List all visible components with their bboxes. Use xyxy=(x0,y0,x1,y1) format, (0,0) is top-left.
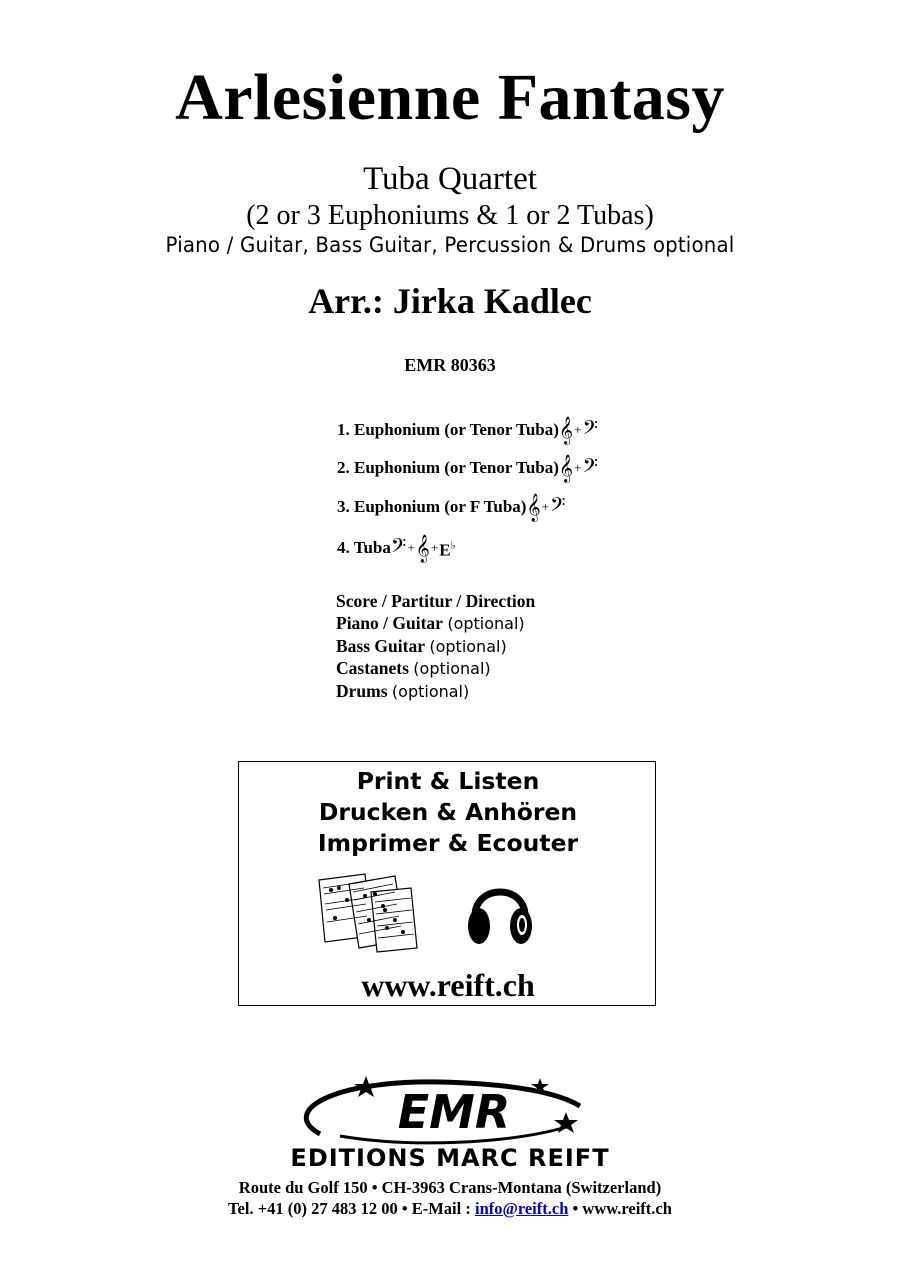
part-label: 2. Euphonium (or Tenor Tuba) xyxy=(337,458,559,477)
treble-clef-icon: 𝄞 xyxy=(415,534,430,563)
bass-clef-icon: 𝄢 xyxy=(582,416,598,444)
optional-instruments-line: Piano / Guitar, Bass Guitar, Percussion & Drums optional xyxy=(165,233,735,258)
publisher-address: Route du Golf 150 • CH-3963 Crans-Montana (Switzerland) xyxy=(238,1178,662,1197)
plus-sign: + xyxy=(541,499,549,514)
treble-clef-icon: 𝄞 xyxy=(558,416,574,444)
bass-clef-icon: 𝄢 xyxy=(390,534,407,563)
print-listen-box xyxy=(238,761,656,1006)
arranger: Arr.: Jirka Kadlec xyxy=(308,281,592,321)
logo-text: EMR xyxy=(397,1085,511,1139)
optional-note: (optional) xyxy=(429,637,507,656)
bass-clef-icon: 𝄢 xyxy=(582,454,598,482)
promo-url[interactable]: www.reift.ch xyxy=(361,967,535,1003)
optional-note: (optional) xyxy=(413,659,491,678)
bass-clef-icon: 𝄢 xyxy=(549,493,566,521)
extra-castanets xyxy=(336,657,491,681)
publisher-contact xyxy=(0,1198,900,1220)
headphones-icon xyxy=(465,870,535,950)
promo-line-en: Print & Listen xyxy=(356,767,540,795)
part-label: 4. Tuba xyxy=(337,538,391,558)
treble-clef-icon: 𝄞 xyxy=(558,454,574,482)
e-flat-label: E♭ xyxy=(439,540,456,560)
plus-sign: + xyxy=(407,540,415,556)
promo-line-de: Drucken & Anhören xyxy=(318,798,578,826)
plus-sign: + xyxy=(574,422,582,437)
plus-sign: + xyxy=(574,460,582,475)
part-label: 3. Euphonium (or F Tuba) xyxy=(337,497,527,516)
extra-name: Piano / Guitar xyxy=(336,613,443,633)
extra-name: Bass Guitar xyxy=(336,636,425,656)
extra-drums xyxy=(336,680,469,704)
catalog-number: EMR 80363 xyxy=(404,355,496,375)
promo-line-fr: Imprimer & Ecouter xyxy=(317,829,579,857)
star-icon xyxy=(354,1076,378,1097)
part-1 xyxy=(337,418,598,442)
contact-suffix: • www.reift.ch xyxy=(568,1199,672,1218)
extra-name: Score / Partitur / Direction xyxy=(336,591,536,611)
plus-sign: + xyxy=(430,540,439,556)
emr-logo xyxy=(240,1072,660,1172)
email-link[interactable]: info@reift.ch xyxy=(474,1199,569,1218)
treble-clef-icon: 𝄞 xyxy=(526,493,541,521)
extra-name: Drums xyxy=(336,681,388,701)
publisher-name: EDITIONS MARC REIFT xyxy=(290,1144,610,1172)
extra-piano xyxy=(336,612,525,636)
part-4 xyxy=(337,534,456,563)
optional-note: (optional) xyxy=(391,682,470,701)
extra-name: Castanets xyxy=(336,658,409,678)
sheet-music-icon xyxy=(313,870,423,955)
part-3 xyxy=(337,495,565,519)
extra-score xyxy=(336,590,535,613)
instrumentation: (2 or 3 Euphoniums & 1 or 2 Tubas) xyxy=(246,200,654,231)
contact-prefix: Tel. +41 (0) 27 483 12 00 • E-Mail : xyxy=(228,1199,475,1218)
subtitle: Tuba Quartet xyxy=(363,161,537,197)
page-title: Arlesienne Fantasy xyxy=(175,61,725,134)
extra-bass-guitar xyxy=(336,635,507,659)
part-2 xyxy=(337,456,598,480)
part-label: 1. Euphonium (or Tenor Tuba) xyxy=(337,420,559,439)
optional-note: (optional) xyxy=(447,614,525,633)
